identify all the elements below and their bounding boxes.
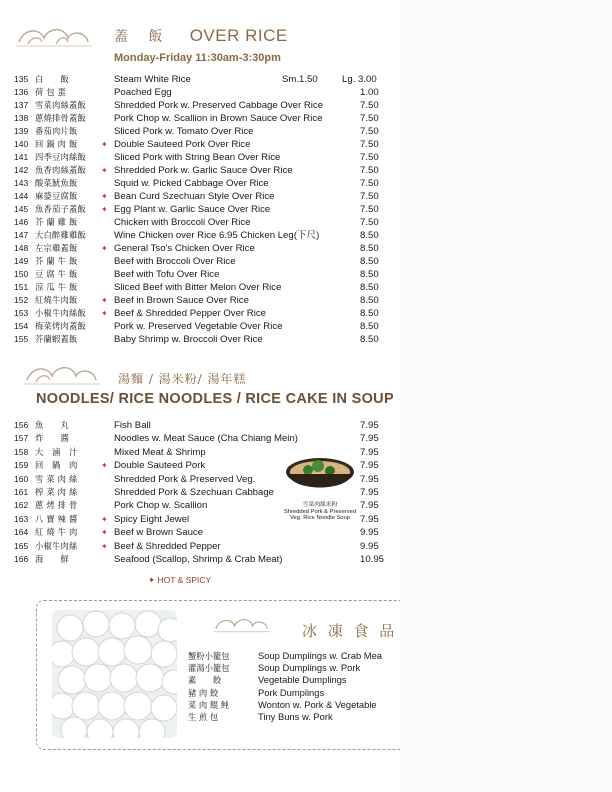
item-name-zh: 回 鍋 肉 飯 bbox=[35, 139, 78, 149]
item-name-zh: 小椒牛肉絲飯 bbox=[35, 308, 86, 318]
item-name-zh: 魚 丸 bbox=[35, 420, 69, 430]
item-number: 137 bbox=[14, 100, 29, 110]
menu-item-row bbox=[0, 320, 400, 333]
item-name-en: Beef with Broccoli Over Rice bbox=[114, 256, 236, 267]
photo-caption-en: Shredded Pork & Preserved Veg. Rice Noodle Soup bbox=[283, 508, 357, 522]
hot-pepper-icon: ✦ bbox=[101, 140, 108, 149]
item-name-en: Beef w Brown Sauce bbox=[114, 527, 204, 539]
menu-item-row bbox=[0, 281, 400, 294]
menu-item-row bbox=[0, 112, 400, 125]
item-name-zh: 蔥 烤 排 骨 bbox=[35, 500, 78, 511]
item-price: 7.50 bbox=[360, 165, 379, 176]
hot-pepper-icon: ✦ bbox=[101, 541, 108, 551]
menu-item-row bbox=[0, 138, 400, 151]
item-price: 7.95 bbox=[360, 500, 379, 512]
item-name-zh: 梅菜烤肉蓋飯 bbox=[35, 321, 86, 331]
frozen-item-row bbox=[0, 650, 400, 662]
item-number: 148 bbox=[14, 243, 29, 253]
menu-item-row bbox=[0, 216, 400, 229]
item-name-zh: 豆 腐 牛 飯 bbox=[35, 269, 78, 279]
hot-pepper-icon: ✦ bbox=[101, 461, 108, 471]
hot-pepper-icon: ✦ bbox=[101, 192, 108, 201]
frozen-item-row bbox=[0, 687, 400, 699]
item-name-en: Fish Ball bbox=[114, 420, 151, 431]
item-number: 154 bbox=[14, 321, 29, 331]
over-rice-heading-zh: 蓋 飯 bbox=[114, 29, 171, 45]
item-number: 153 bbox=[14, 308, 29, 318]
item-name-en: Shredded Pork & Preserved Veg. bbox=[114, 473, 256, 485]
frozen-item-en: Vegetable Dumplings bbox=[258, 674, 347, 686]
item-name-en: Beef with Tofu Over Rice bbox=[114, 269, 220, 280]
item-number: 142 bbox=[14, 165, 29, 175]
item-price: 7.50 bbox=[360, 126, 379, 137]
item-name-zh: 榨 菜 肉 絲 bbox=[35, 487, 78, 497]
hot-pepper-icon: ✦ bbox=[101, 205, 108, 214]
item-number: 139 bbox=[14, 126, 29, 136]
hot-pepper-icon: ✦ bbox=[148, 575, 156, 585]
item-price: 7.50 bbox=[360, 178, 379, 189]
frozen-item-en: Pork Dumplings bbox=[258, 686, 325, 698]
item-name-en: Double Sauteed Pork bbox=[114, 460, 206, 472]
item-number: 161 bbox=[14, 487, 29, 497]
item-name-zh: 白 飯 bbox=[35, 74, 69, 84]
item-price: 7.50 bbox=[360, 191, 379, 202]
item-name-en: Egg Plant w. Garlic Sauce Over Rice bbox=[114, 204, 271, 215]
item-name-en: Beef in Brown Sauce Over Rice bbox=[114, 295, 249, 306]
item-name-en: Poached Egg bbox=[114, 87, 172, 98]
cloud-ornament-icon bbox=[14, 22, 94, 52]
item-name-zh: 涼 瓜 牛 飯 bbox=[35, 282, 78, 292]
frozen-item-row bbox=[0, 674, 400, 686]
menu-item-row bbox=[0, 203, 400, 216]
over-rice-hours: Monday-Friday 11:30am-3:30pm bbox=[114, 52, 281, 64]
hot-pepper-icon: ✦ bbox=[101, 514, 108, 524]
menu-item-row bbox=[0, 268, 400, 281]
item-name-zh: 荷 包 蛋 bbox=[35, 87, 67, 97]
item-name-en: Seafood (Scallop, Shrimp & Crab Meat) bbox=[114, 554, 283, 565]
item-name-en: Shredded Pork w. Preserved Cabbage Over Rice bbox=[114, 100, 324, 111]
item-name-en: Baby Shrimp w. Broccoli Over Rice bbox=[114, 334, 263, 345]
item-price: 9.95 bbox=[360, 527, 379, 539]
item-number: 140 bbox=[14, 139, 29, 149]
hot-pepper-icon: ✦ bbox=[101, 528, 108, 538]
hot-spicy-label: HOT & SPICY bbox=[157, 575, 212, 585]
frozen-item-zh: 生 煎 包 bbox=[188, 712, 219, 722]
item-price: 8.50 bbox=[360, 256, 379, 267]
frozen-item-en: Wonton w. Pork & Vegetable bbox=[258, 698, 377, 710]
item-name-en: Pork w. Preserved Vegetable Over Rice bbox=[114, 321, 283, 332]
item-name-zh: 紅 燒 牛 肉 bbox=[35, 527, 78, 538]
item-number: 143 bbox=[14, 178, 29, 188]
item-name-zh: 小椒牛肉絲 bbox=[35, 540, 78, 551]
item-number: 162 bbox=[14, 500, 29, 511]
frozen-item-en: Soup Dumplings w. Crab Mea bbox=[258, 650, 383, 661]
item-number: 166 bbox=[14, 554, 29, 564]
item-number: 152 bbox=[14, 295, 29, 305]
over-rice-heading bbox=[114, 26, 288, 46]
item-name-en: Beef & Shredded Pepper Over Rice bbox=[114, 308, 266, 319]
item-name-zh: 番茄肉片飯 bbox=[35, 126, 78, 136]
frozen-item-zh: 素 餃 bbox=[188, 675, 222, 686]
noodles-heading-zh: 湯麵 / 湯米粉/ 湯年糕 bbox=[118, 372, 247, 386]
price-large: Lg. 3.00 bbox=[342, 74, 377, 85]
item-number: 165 bbox=[14, 540, 29, 551]
item-price: 7.95 bbox=[360, 433, 379, 445]
item-number: 136 bbox=[14, 87, 29, 97]
item-number: 147 bbox=[14, 230, 29, 240]
item-price: 7.50 bbox=[360, 217, 379, 228]
item-price: 7.50 bbox=[360, 139, 379, 150]
menu-item-row bbox=[0, 333, 400, 346]
hot-pepper-icon: ✦ bbox=[101, 296, 108, 305]
item-name-zh: 酸菜魷魚飯 bbox=[35, 178, 78, 188]
item-price: 7.50 bbox=[360, 100, 379, 111]
item-name-zh: 八 寶 辣 醬 bbox=[35, 513, 78, 524]
noodles-heading: NOODLES/ RICE NOODLES / RICE CAKE IN SOUP bbox=[36, 391, 394, 407]
item-number: 141 bbox=[14, 152, 29, 162]
item-price: 8.50 bbox=[360, 269, 379, 280]
frozen-item-en: Soup Dumplings w. Pork bbox=[258, 662, 361, 674]
hot-pepper-icon: ✦ bbox=[101, 244, 108, 253]
item-number: 157 bbox=[14, 433, 29, 444]
frozen-item-zh: 菜 肉 餛 飩 bbox=[188, 699, 230, 710]
item-price: 7.95 bbox=[360, 473, 379, 485]
item-number: 149 bbox=[14, 256, 29, 266]
item-number: 163 bbox=[14, 513, 29, 524]
item-name-zh: 雪菜肉絲蓋飯 bbox=[35, 100, 86, 110]
frozen-item-zh: 蟹粉小籠包 bbox=[188, 651, 230, 661]
menu-item-row bbox=[0, 540, 400, 553]
menu-item-row bbox=[0, 73, 400, 86]
menu-item-row bbox=[0, 151, 400, 164]
item-name-en: Squid w. Picked Cabbage Over Rice bbox=[114, 178, 269, 189]
item-name-zh: 雪 菜 肉 絲 bbox=[35, 473, 78, 484]
item-name-zh: 芥蘭蝦蓋飯 bbox=[35, 334, 78, 344]
item-price: 9.95 bbox=[360, 540, 379, 552]
menu-item-row bbox=[0, 229, 400, 242]
item-price: 8.50 bbox=[360, 334, 379, 345]
cloud-ornament-icon bbox=[212, 612, 272, 638]
item-name-en: Spicy Eight Jewel bbox=[114, 513, 190, 525]
item-name-zh: 麻婆豆腐飯 bbox=[35, 191, 78, 201]
item-price: 7.95 bbox=[360, 487, 379, 498]
item-name-en: Noodles w. Meat Sauce (Cha Chiang Mein) bbox=[114, 433, 298, 445]
menu-item-row bbox=[0, 553, 400, 566]
photo-caption bbox=[282, 502, 358, 522]
item-name-en: Sliced Beef with Bitter Melon Over Rice bbox=[114, 282, 282, 293]
frozen-item-zh: 灌湯小籠包 bbox=[188, 663, 230, 674]
menu-item-row bbox=[0, 255, 400, 268]
menu-item-row bbox=[0, 190, 400, 203]
menu-item-row bbox=[0, 86, 400, 99]
photo-caption-zh: 雪菜肉絲米粉 bbox=[302, 502, 338, 508]
item-price: 7.50 bbox=[360, 152, 379, 163]
item-number: 158 bbox=[14, 446, 29, 457]
item-number: 135 bbox=[14, 74, 29, 84]
item-number: 138 bbox=[14, 113, 29, 123]
frozen-item-en: Tiny Buns w. Pork bbox=[258, 711, 333, 722]
item-name-zh: 芥 蘭 雞 飯 bbox=[35, 217, 78, 227]
item-name-en: General Tso's Chicken Over Rice bbox=[114, 243, 255, 254]
menu-item-row bbox=[0, 419, 400, 432]
item-number: 146 bbox=[14, 217, 29, 227]
hot-pepper-icon: ✦ bbox=[101, 166, 108, 175]
item-number: 156 bbox=[14, 420, 29, 430]
item-number: 160 bbox=[14, 473, 29, 484]
item-name-en: Double Sauteed Pork Over Rice bbox=[114, 139, 251, 150]
item-price: 8.50 bbox=[360, 243, 379, 254]
item-price: 7.95 bbox=[360, 513, 379, 525]
page-margin bbox=[400, 0, 612, 792]
item-price: 8.50 bbox=[360, 321, 379, 332]
item-price: 8.50 bbox=[360, 295, 379, 306]
item-number: 155 bbox=[14, 334, 29, 344]
over-rice-heading-en: OVER RICE bbox=[189, 26, 288, 45]
item-number: 145 bbox=[14, 204, 29, 214]
item-name-en: Steam White Rice bbox=[114, 74, 191, 85]
item-name-en: Sliced Pork w. Tomato Over Rice bbox=[114, 126, 254, 137]
item-name-en: Beef & Shredded Pepper bbox=[114, 540, 221, 552]
frozen-item-row bbox=[0, 662, 400, 674]
item-name-zh: 魚香茄子蓋飯 bbox=[35, 204, 86, 214]
item-name-zh: 回 鍋 肉 bbox=[35, 460, 78, 471]
menu-item-row bbox=[0, 432, 400, 445]
item-name-zh: 大白醉雞雞飯 bbox=[35, 230, 86, 240]
item-name-en: Mixed Meat & Shrimp bbox=[114, 446, 206, 458]
menu-item-row bbox=[0, 177, 400, 190]
menu-item-row bbox=[0, 294, 400, 307]
menu-item-row bbox=[0, 164, 400, 177]
frozen-foods-heading: 冰 凍 食 品 bbox=[302, 622, 398, 640]
menu-item-row bbox=[0, 125, 400, 138]
item-name-zh: 芥 蘭 牛 飯 bbox=[35, 256, 78, 266]
item-price: 7.50 bbox=[360, 204, 379, 215]
item-number: 164 bbox=[14, 527, 29, 538]
item-name-zh: 炸 醬 bbox=[35, 433, 69, 444]
menu-item-row bbox=[0, 307, 400, 320]
item-price: 8.50 bbox=[360, 230, 379, 241]
hot-pepper-icon: ✦ bbox=[101, 309, 108, 318]
item-price: 10.95 bbox=[360, 554, 385, 565]
menu-item-row bbox=[0, 99, 400, 112]
item-number: 150 bbox=[14, 269, 29, 279]
item-name-zh: 魚香肉絲蓋飯 bbox=[35, 165, 86, 175]
item-number: 144 bbox=[14, 191, 29, 201]
item-name-zh: 四季豆肉絲飯 bbox=[35, 152, 86, 162]
item-price: 7.95 bbox=[360, 420, 379, 431]
frozen-item-row bbox=[0, 699, 400, 711]
item-name-zh: 左宗雞蓋飯 bbox=[35, 243, 78, 253]
item-name-zh: 大 滷 汁 bbox=[35, 446, 78, 457]
frozen-item-zh: 豬 肉 餃 bbox=[188, 687, 219, 698]
item-name-zh: 海 鮮 bbox=[35, 554, 69, 564]
item-name-zh: 紅燒牛肉飯 bbox=[35, 295, 78, 305]
item-name-en: Shredded Pork & Szechuan Cabbage bbox=[114, 487, 275, 498]
item-price: 8.50 bbox=[360, 282, 379, 293]
item-number: 159 bbox=[14, 460, 29, 471]
frozen-item-row bbox=[0, 711, 400, 723]
price-small: Sm.1.50 bbox=[282, 74, 318, 85]
item-name-en: Bean Curd Szechuan Style Over Rice bbox=[114, 191, 275, 202]
menu-item-row bbox=[0, 242, 400, 255]
noodle-soup-photo bbox=[282, 450, 358, 500]
item-name-zh: 蔥燒排骨蓋飯 bbox=[35, 113, 86, 123]
item-price: 7.95 bbox=[360, 460, 379, 472]
item-price: 7.50 bbox=[360, 113, 379, 124]
item-name-en: Shredded Pork w. Garlic Sauce Over Rice bbox=[114, 165, 293, 176]
hot-spicy-legend bbox=[148, 575, 211, 586]
cloud-ornament-icon bbox=[22, 360, 102, 390]
item-name-en: Wine Chicken over Rice 6.95 Chicken Leg(下尺) bbox=[114, 230, 320, 241]
item-name-en: Chicken with Broccoli Over Rice bbox=[114, 217, 251, 228]
item-name-en: Pork Chop w. Scallion bbox=[114, 500, 208, 512]
item-name-en: Sliced Pork with String Bean Over Rice bbox=[114, 152, 281, 163]
item-number: 151 bbox=[14, 282, 29, 292]
menu-item-row bbox=[0, 526, 400, 539]
item-price: 8.50 bbox=[360, 308, 379, 319]
item-name-en: Pork Chop w. Scallion in Brown Sauce Over Rice bbox=[114, 113, 323, 124]
item-price: 1.00 bbox=[360, 87, 379, 98]
item-price: 7.95 bbox=[360, 446, 379, 458]
